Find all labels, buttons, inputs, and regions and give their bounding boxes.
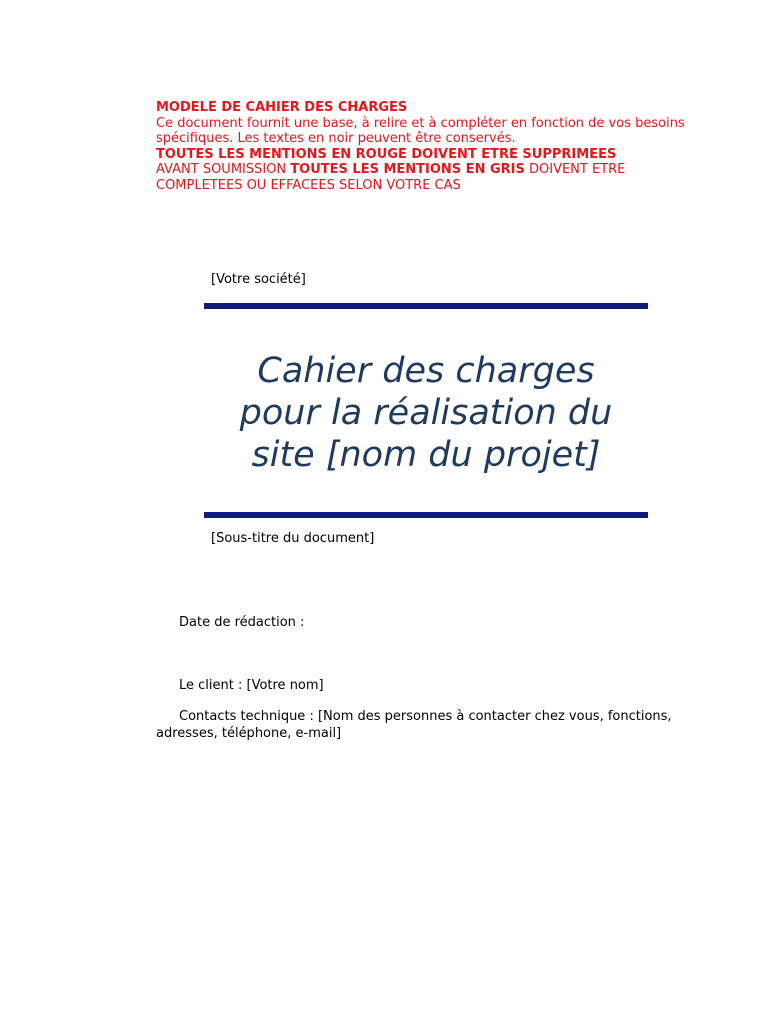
notice-submission-bold: TOUTES LES MENTIONS EN GRIS	[290, 162, 525, 177]
notice-submission	[156, 162, 696, 193]
title-line-3: site [nom du projet]	[251, 435, 601, 475]
notice-submission-prefix: AVANT SOUMISSION	[156, 162, 291, 177]
title-line-2: pour la réalisation du	[239, 393, 613, 433]
company-placeholder: [Votre société]	[211, 272, 306, 287]
date-field: Date de rédaction :	[179, 615, 305, 630]
title-line-1: Cahier des charges	[257, 351, 595, 391]
template-notice	[156, 100, 696, 193]
notice-instructions: Ce document fournit une base, à relire et à compléter en fonction de vos besoins spécifiques. Les textes en noir peuvent être conservés.	[156, 115, 685, 146]
notice-submission-suffix: DOIVENT ETRE COMPLETEES OU EFFACEES SELON VOTRE CAS	[156, 162, 626, 193]
document-title	[204, 350, 648, 476]
title-bottom-rule	[204, 512, 648, 518]
notice-heading: MODELE DE CAHIER DES CHARGES	[156, 100, 408, 115]
subtitle-placeholder: [Sous-titre du document]	[211, 531, 375, 546]
contacts-field: Contacts technique : [Nom des personnes à contacter chez vous, fonctions, adresses, téléphone, e-mail]	[156, 709, 672, 741]
notice-warning: TOUTES LES MENTIONS EN ROUGE DOIVENT ETRE SUPPRIMEES	[156, 146, 617, 162]
client-field: Le client : [Votre nom]	[179, 678, 324, 693]
title-top-rule	[204, 303, 648, 309]
